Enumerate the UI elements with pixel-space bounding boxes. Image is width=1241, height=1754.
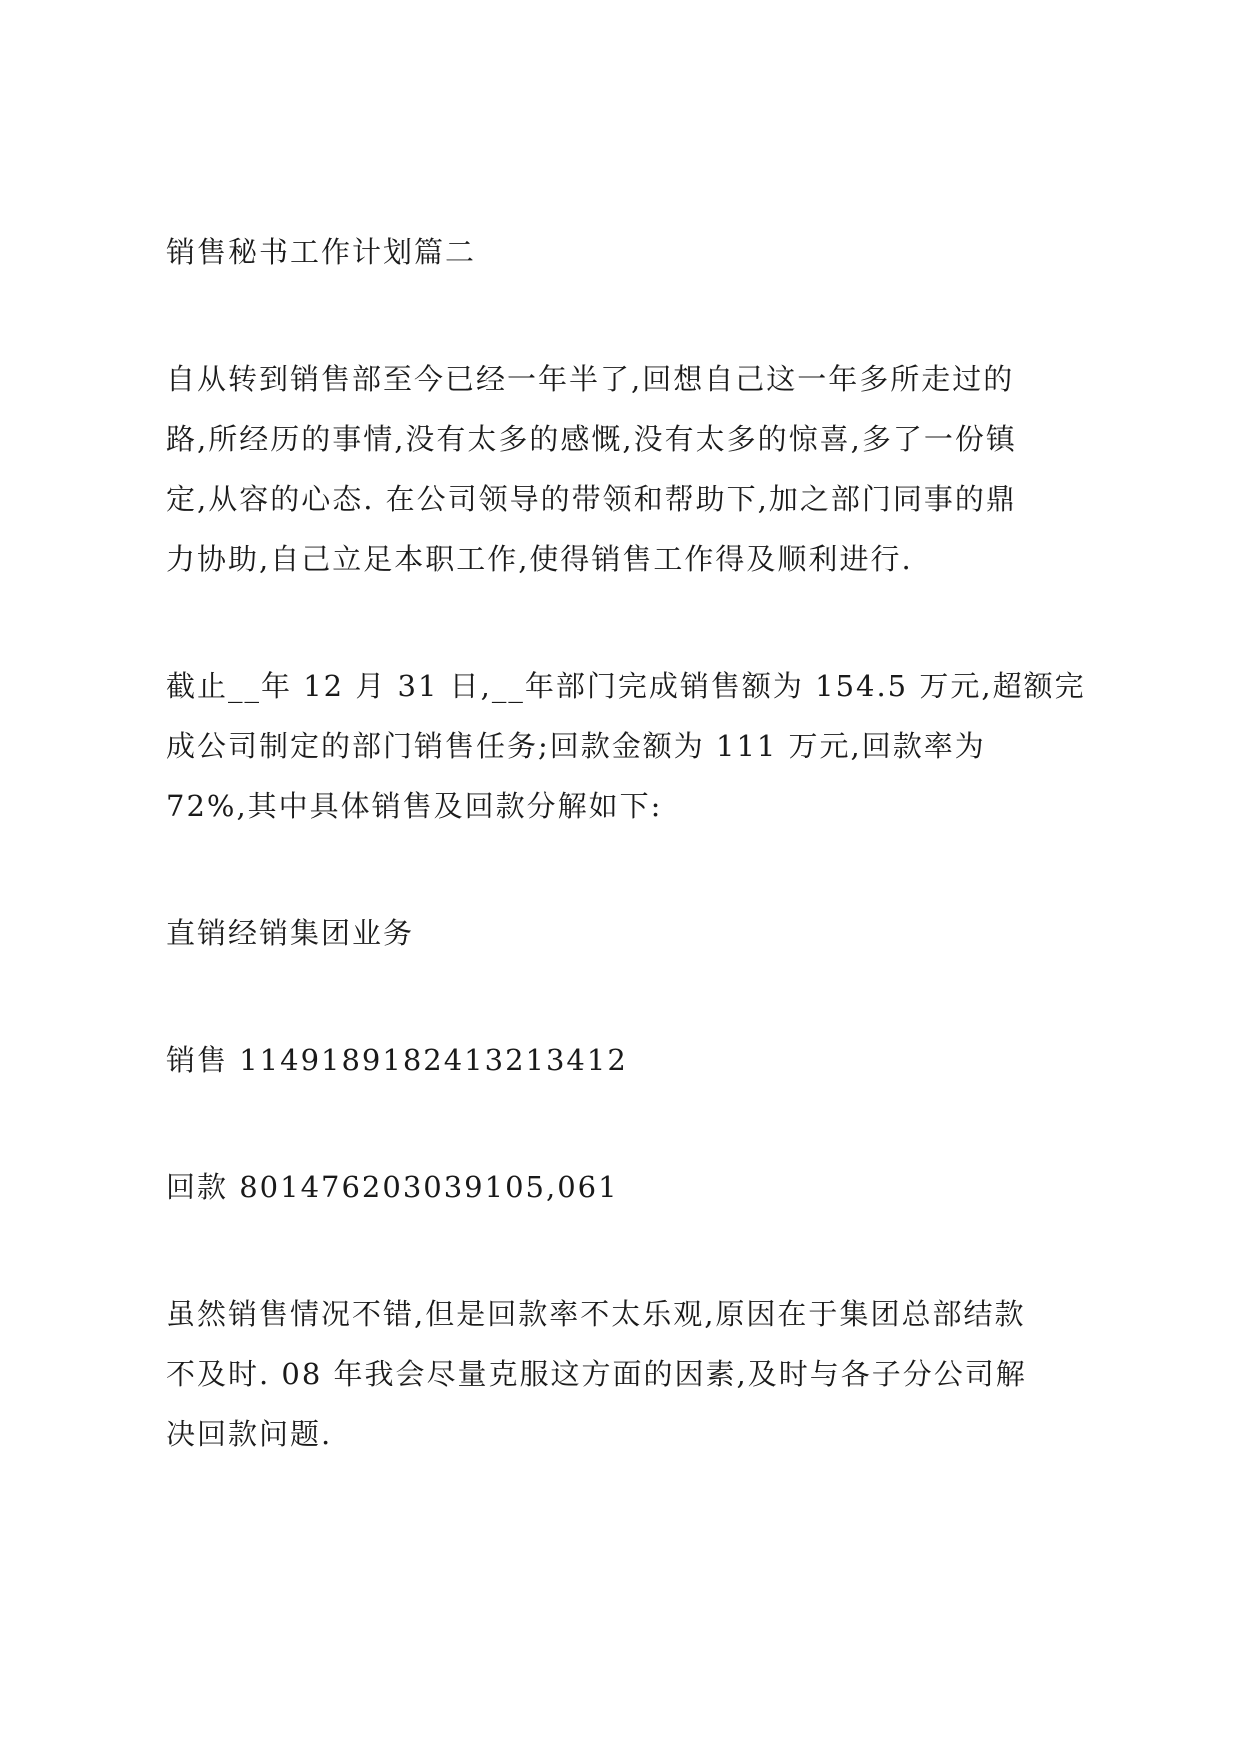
paragraph-3-line-2: 不及时. 08 年我会尽量克服这方面的因素,及时与各子分公司解: [166, 1357, 1027, 1391]
paragraph-2-line-2: 成公司制定的部门销售任务;回款金额为 111 万元,回款率为: [166, 729, 986, 763]
paragraph-2-line-3: 72%,其中具体销售及回款分解如下:: [166, 789, 663, 823]
document-title: 销售秘书工作计划篇二: [166, 235, 477, 269]
sales-row-text: 销售 1149189182413213412: [166, 1043, 628, 1077]
paragraph-1-line-1: 自从转到销售部至今已经一年半了,回想自己这一年多所走过的: [166, 362, 1015, 396]
table-header-text: 直销经销集团业务: [166, 916, 415, 950]
paragraph-3-line-3: 决回款问题.: [166, 1417, 333, 1451]
paragraph-3-line-1: 虽然销售情况不错,但是回款率不太乐观,原因在于集团总部结款: [166, 1297, 1026, 1331]
payment-row-text: 回款 801476203039105,061: [166, 1170, 619, 1204]
paragraph-2-line-1: 截止__年 12 月 31 日,__年部门完成销售额为 154.5 万元,超额完: [166, 669, 1086, 703]
paragraph-1-line-4: 力协助,自己立足本职工作,使得销售工作得及顺利进行.: [166, 542, 913, 576]
paragraph-1-line-2: 路,所经历的事情,没有太多的感慨,没有太多的惊喜,多了一份镇: [166, 422, 1017, 456]
paragraph-1-line-3: 定,从容的心态. 在公司领导的带领和帮助下,加之部门同事的鼎: [166, 482, 1017, 516]
